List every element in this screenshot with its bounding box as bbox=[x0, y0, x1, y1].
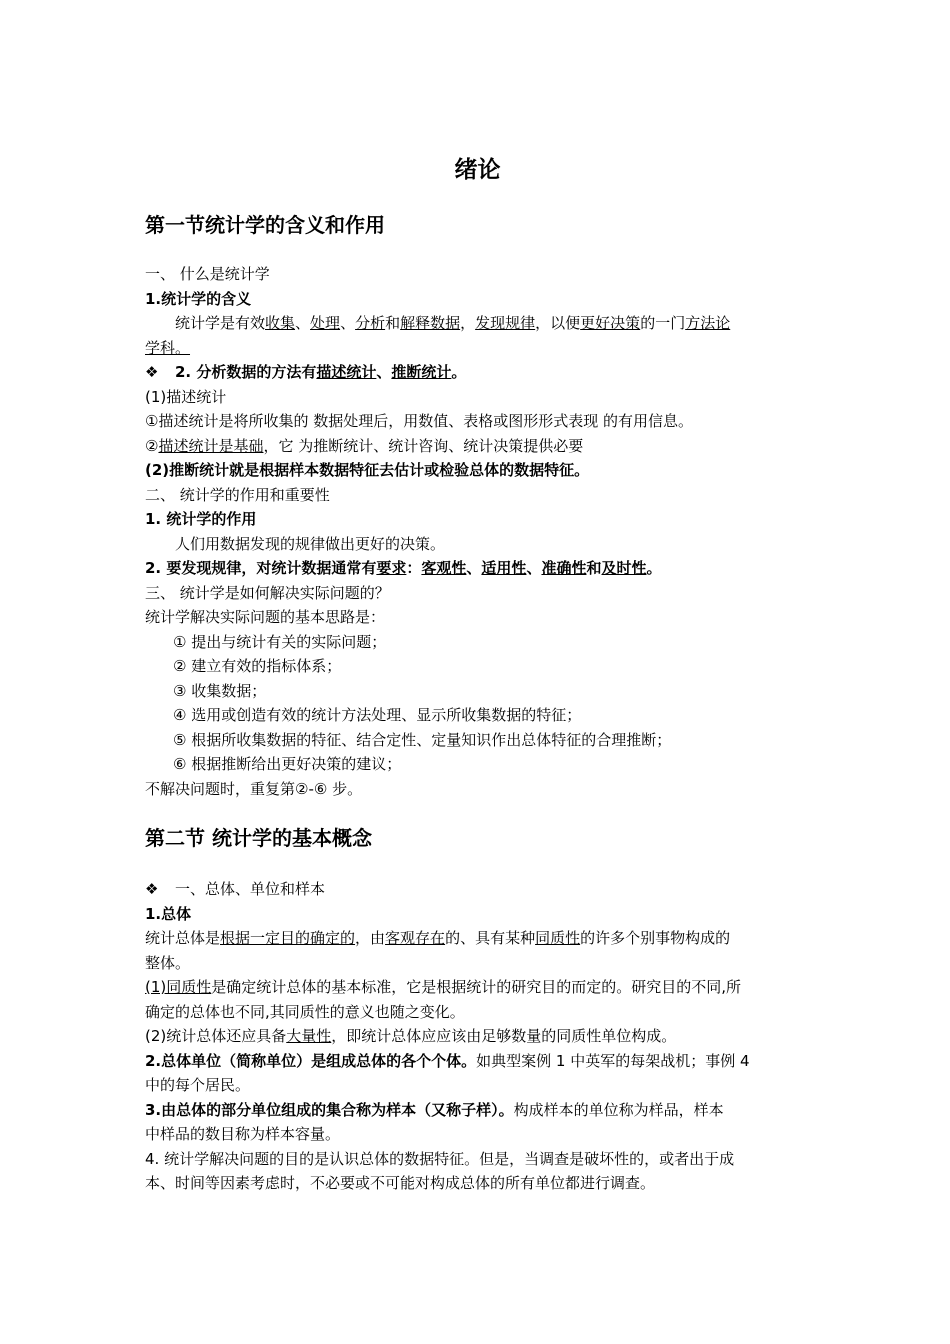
approach-intro: 统计学解决实际问题的基本思路是： bbox=[145, 608, 386, 626]
sample-line-2: 中样品的数目称为样本容量。 bbox=[145, 1125, 341, 1143]
diamond-bullet-icon: ❖ bbox=[145, 880, 159, 898]
purpose-line-1: 4. 统计学解决问题的目的是认识总体的数据特征。但是，当调查是破坏性的，或者出于成 bbox=[145, 1149, 735, 1168]
homogeneity-line-1: (1)同质性是确定统计总体的基本标准，它是根据统计的研究目的而定的。研究目的不同,所 bbox=[145, 978, 742, 996]
meaning-heading: 1.统计学的含义 bbox=[145, 289, 252, 308]
step-item: ① 提出与统计有关的实际问题； bbox=[173, 632, 387, 651]
population-definition-1: 统计总体是根据一定目的确定的，由客观存在的、具有某种同质性的许多个别事物构成的 bbox=[145, 929, 731, 947]
unit-line-1: 2.总体单位（简称单位）是组成总体的各个个体。如典型案例 1 中英军的每架战机；事例 4 bbox=[145, 1051, 750, 1070]
part-3-heading: 三、 统计学是如何解决实际问题的？ bbox=[145, 583, 390, 602]
role-text: 人们用数据发现的规律做出更好的决策。 bbox=[175, 534, 446, 553]
step-item: ② 建立有效的指标体系； bbox=[173, 657, 342, 675]
descriptive-heading: (1)描述统计 bbox=[145, 387, 227, 406]
descriptive-point-1: ①描述统计是将所收集的 数据处理后，用数值、表格或图形形式表现 的有用信息。 bbox=[145, 412, 693, 430]
definition-line-2: 学科。 bbox=[145, 338, 191, 357]
purpose-line-2: 本、时间等因素考虑时，不必要或不可能对构成总体的所有单位都进行调查。 bbox=[145, 1174, 656, 1192]
section-2-heading: 第二节 统计学的基本概念 bbox=[145, 826, 372, 850]
population-heading: 1.总体 bbox=[145, 904, 192, 923]
part-1-heading: 一、 什么是统计学 bbox=[145, 265, 270, 283]
population-definition-2: 整体。 bbox=[145, 953, 191, 972]
diamond-bullet-icon: ❖ bbox=[145, 363, 159, 381]
section-2-part-1: ❖ 一、总体、单位和样本 bbox=[145, 877, 810, 902]
descriptive-point-2: ②描述统计是基础，它 为推断统计、统计咨询、统计决策提供必要 bbox=[145, 436, 584, 455]
step-item: ③ 收集数据； bbox=[173, 681, 267, 700]
document-body bbox=[145, 148, 810, 1196]
step-item: ④ 选用或创造有效的统计方法处理、显示所收集数据的特征； bbox=[173, 706, 582, 724]
section-1-heading: 第一节统计学的含义和作用 bbox=[145, 213, 385, 237]
inferential-definition: (2)推断统计就是根据样本数据特征去估计或检验总体的数据特征。 bbox=[145, 461, 590, 479]
sample-line-1: 3.由总体的部分单位组成的集合称为样本（又称子样）。构成样本的单位称为样品，样本 bbox=[145, 1100, 724, 1119]
role-heading: 1. 统计学的作用 bbox=[145, 510, 257, 528]
repeat-note: 不解决问题时，重复第②-⑥ 步。 bbox=[145, 779, 363, 798]
data-requirements: 2. 要发现规律，对统计数据通常有要求：客观性、适用性、准确性和及时性。 bbox=[145, 559, 662, 577]
quantity-line: (2)统计总体还应具备大量性，即统计总体应应该由足够数量的同质性单位构成。 bbox=[145, 1027, 677, 1045]
page-title: 绪论 bbox=[454, 157, 501, 183]
part-2-heading: 二、 统计学的作用和重要性 bbox=[145, 485, 330, 504]
unit-line-2: 中的每个居民。 bbox=[145, 1076, 251, 1094]
step-item: ⑤ 根据所收集数据的特征、结合定性、定量知识作出总体特征的合理推断； bbox=[173, 730, 672, 749]
methods-bullet: ❖ 2. 分析数据的方法有描述统计、推断统计。 bbox=[145, 360, 810, 385]
homogeneity-line-2: 确定的总体也不同,其同质性的意义也随之变化。 bbox=[145, 1002, 465, 1021]
definition-line-1: 统计学是有效收集、处理、分析和解释数据，发现规律，以便更好决策的一门方法论 bbox=[175, 314, 731, 332]
step-item: ⑥ 根据推断给出更好决策的建议； bbox=[173, 755, 402, 773]
